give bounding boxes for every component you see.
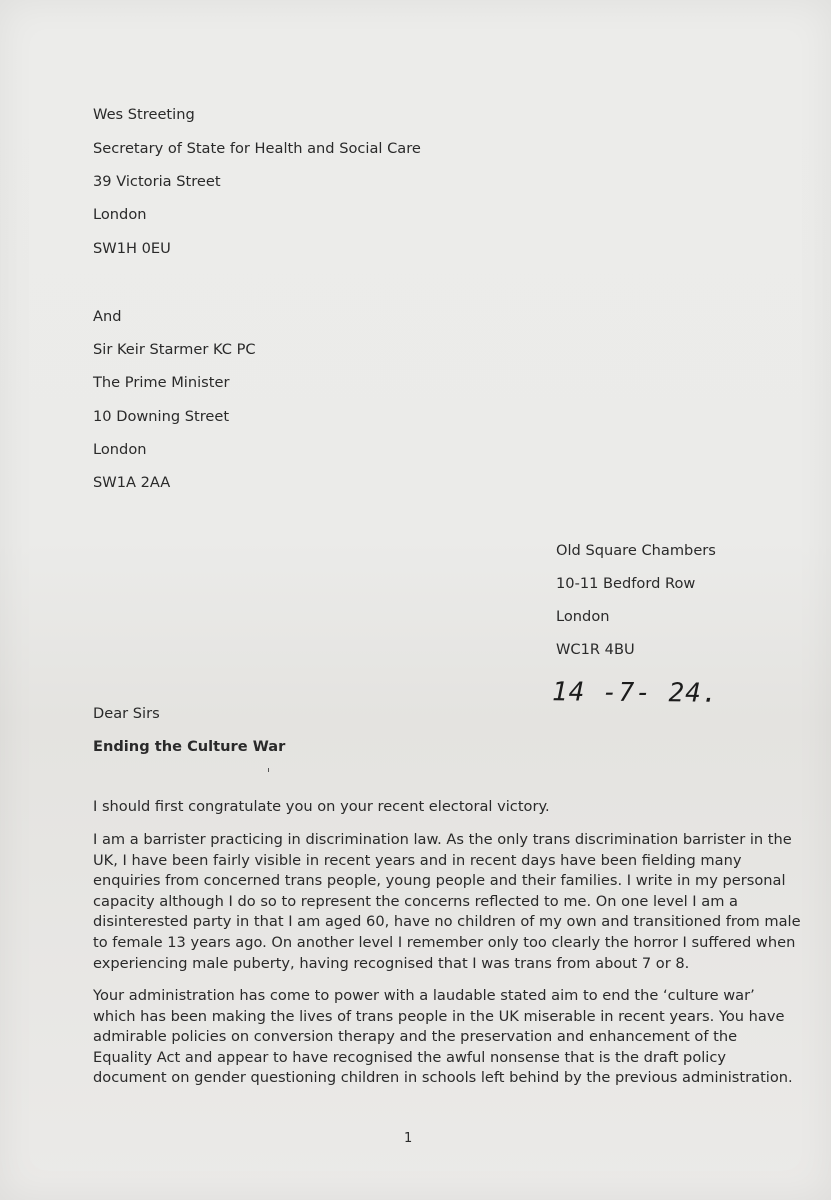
recipient1-city: London: [93, 206, 147, 223]
sender-street: 10-11 Bedford Row: [556, 575, 696, 592]
recipient2-name: Sir Keir Starmer KC PC: [93, 341, 256, 358]
page-number: 1: [404, 1131, 413, 1146]
paragraph-line: which has been making the lives of trans people in the UK miserable in recent years. You have: [93, 1007, 785, 1025]
paragraph-line: admirable policies on conversion therapy and the preservation and enhancement of the: [93, 1028, 738, 1046]
paragraph-line: I am a barrister practicing in discrimination law. As the only trans discrimination barrister in the: [93, 831, 792, 848]
paragraph-line: UK, I have been fairly visible in recent years and in recent days have been fielding many: [93, 851, 742, 869]
paragraph-line: experiencing male puberty, having recognised that I was trans from about 7 or 8.: [93, 954, 690, 972]
paper-speck: [268, 768, 269, 772]
recipient1-postcode: SW1H 0EU: [93, 240, 171, 257]
paragraph-line: Your administration has come to power with a laudable stated aim to end the ‘culture war’: [93, 987, 755, 1004]
recipient2-postcode: SW1A 2AA: [93, 474, 171, 491]
paragraph-1: [93, 797, 743, 818]
recipient1-title: Secretary of State for Health and Social Care: [93, 140, 421, 157]
sender-city: London: [556, 608, 610, 625]
recipient2-street: 10 Downing Street: [93, 408, 230, 425]
sender-postcode: WC1R 4BU: [556, 641, 635, 658]
salutation: Dear Sirs: [93, 705, 160, 722]
sender-name: Old Square Chambers: [556, 542, 716, 559]
handwritten-date: 14 -7- 24.: [551, 677, 719, 709]
paragraph-line: enquiries from concerned trans people, young people and their families. I write in my personal: [93, 872, 786, 890]
recipient1-street: 39 Victoria Street: [93, 173, 221, 190]
paragraph-3: [93, 986, 793, 1089]
subject-heading: Ending the Culture War: [93, 738, 286, 755]
paragraph-line: capacity although I do so to represent the concerns reflected to me. On one level I am a: [93, 892, 738, 910]
paragraph-line: document on gender questioning children in schools left behind by the previous administration.: [93, 1069, 793, 1087]
recipient2-title: The Prime Minister: [93, 374, 230, 391]
recipient1-name: Wes Streeting: [93, 106, 195, 123]
recipient2-and: And: [93, 308, 122, 325]
paragraph-line: Equality Act and appear to have recognised the awful nonsense that is the draft policy: [93, 1048, 727, 1066]
paragraph-line: to female 13 years ago. On another level I remember only too clearly the horror I suffered when: [93, 933, 796, 951]
paragraph-2: [93, 830, 801, 974]
recipient2-city: London: [93, 441, 147, 458]
paragraph-line: disinterested party in that I am aged 60, have no children of my own and transitioned from male: [93, 913, 801, 931]
paragraph-line: I should first congratulate you on your recent electoral victory.: [93, 798, 550, 815]
